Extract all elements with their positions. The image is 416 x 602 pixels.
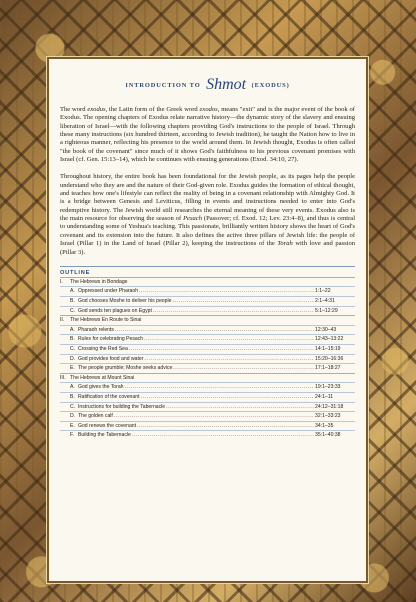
outline-item-letter: A. bbox=[70, 326, 75, 333]
title-main: Shmot bbox=[206, 76, 247, 93]
outline-item bbox=[60, 306, 355, 316]
outline-item-reference: 12:43–13:22 bbox=[315, 336, 344, 343]
outline-item-letter: B. bbox=[70, 298, 75, 305]
outline-section-title: The Hebrews in Bondage bbox=[70, 278, 128, 285]
p1-text-a: The word bbox=[60, 106, 88, 113]
outline-leader-dots bbox=[173, 364, 314, 373]
p1-text-c: , the Latin form of the Greek word bbox=[105, 106, 200, 113]
outline-leader-dots bbox=[129, 345, 314, 354]
outline-item-text: Crossing the Red Sea bbox=[78, 346, 128, 352]
intro-paragraph-1 bbox=[60, 106, 355, 164]
outline-item bbox=[60, 325, 355, 335]
outline-section bbox=[60, 373, 355, 383]
outline-section bbox=[60, 277, 355, 287]
outline-item-letter: B. bbox=[70, 393, 75, 400]
outline-leader-dots bbox=[153, 307, 314, 316]
outline-leader-dots bbox=[144, 335, 314, 344]
outline-leader-dots bbox=[172, 297, 314, 306]
p1-italic-exodus: exodus bbox=[87, 106, 106, 113]
outline-item-reference: 34:1–35 bbox=[315, 422, 334, 429]
outline-item-letter: F. bbox=[70, 432, 74, 439]
outline-item-letter: D. bbox=[70, 413, 76, 420]
outline-item-text: Oppressed under Pharaoh bbox=[78, 288, 139, 295]
outline-leader-dots bbox=[137, 422, 314, 431]
outline-item-text: The people grumble; Moshe seeks advice bbox=[78, 365, 173, 372]
outline-item bbox=[60, 296, 355, 306]
outline-item-reference: 2:1–4:31 bbox=[315, 298, 335, 305]
intro-panel bbox=[47, 57, 368, 583]
outline-item-text: God renews the covenant bbox=[78, 422, 137, 429]
outline-item-text: God chooses Moshe to deliver his people bbox=[78, 298, 172, 305]
outline-leader-dots bbox=[115, 326, 314, 335]
outline-item bbox=[60, 421, 355, 431]
outline-item-reference: 1:1–22 bbox=[315, 288, 331, 295]
outline-leader-dots bbox=[132, 431, 314, 440]
outline-item-reference: 17:1–18:27 bbox=[315, 365, 341, 372]
outline-leader-dots bbox=[144, 355, 314, 364]
outline-item-text: Rules for celebrating Pesach bbox=[78, 336, 144, 343]
p2-italic-torah: Torah bbox=[277, 240, 293, 248]
outline-item bbox=[60, 363, 355, 373]
outline-item bbox=[60, 402, 355, 412]
outline-item-text: Building the Tabernacle bbox=[78, 432, 131, 439]
outline-item-reference: 15:20–16:36 bbox=[315, 355, 344, 362]
outline-section-number: II. bbox=[60, 317, 65, 324]
outline-section bbox=[60, 315, 355, 325]
outline-list bbox=[60, 277, 355, 440]
outline-item-text: God gives the Torah bbox=[78, 384, 124, 391]
title-suffix: (EXODUS) bbox=[251, 82, 290, 89]
outline-item-letter: A. bbox=[70, 384, 75, 391]
outline-item-reference: 5:1–12:29 bbox=[315, 307, 338, 314]
title-prefix: INTRODUCTION TO bbox=[125, 82, 201, 89]
outline-item-reference: 24:12–31:18 bbox=[315, 403, 344, 410]
intro-paragraph-2 bbox=[60, 173, 355, 256]
outline-item-reference: 12:30–43 bbox=[315, 326, 337, 333]
p1-italic-exodos: exodos bbox=[199, 106, 218, 113]
outline-item-reference: 14:1–15:19 bbox=[315, 346, 341, 352]
outline-item-letter: B. bbox=[70, 336, 75, 343]
outline-item-letter: C. bbox=[70, 307, 76, 314]
outline-leader-dots bbox=[166, 403, 314, 412]
outline-item bbox=[60, 334, 355, 344]
outline-leader-dots bbox=[139, 287, 314, 296]
outline-item-text: Ratification of the covenant bbox=[78, 393, 140, 400]
outline-item-reference: 24:1–11 bbox=[315, 393, 334, 400]
outline-leader-dots bbox=[125, 383, 315, 392]
outline-item bbox=[60, 354, 355, 364]
outline-heading: OUTLINE bbox=[60, 266, 355, 276]
p2-text-a: Throughout history, the entire book has been foundational for the Jewish people, as its pages help the people understand who they are and the nature of their God-given role. Exodus guides the formation of ethical thought, and teaches how one's lifestyle can reflect the reality of being in a covenant relationship with Almighty God. It is a bridge between Genesis and Leviticus, filling in events and instructions needed to enter into God's redemptive history. The Jewish world still researches the eternal meaning of these very events. Exodus also is the main resource for observing the season of bbox=[60, 173, 355, 223]
outline-item-reference: 19:1–23:33 bbox=[315, 384, 341, 391]
outline-item bbox=[60, 392, 355, 402]
outline-item-letter: A. bbox=[70, 288, 75, 295]
outline-item-reference: 35:1–40:38 bbox=[315, 432, 341, 439]
outline-section-title: The Hebrews En Route to Sinai bbox=[70, 317, 142, 324]
outline-item-letter: D. bbox=[70, 355, 76, 362]
outline-item bbox=[60, 430, 355, 440]
outline-item-letter: C. bbox=[70, 403, 76, 410]
outline-section-number: I. bbox=[60, 278, 63, 285]
p2-text-e: with love and passion (Pillar 3). bbox=[60, 240, 355, 256]
outline-leader-dots bbox=[140, 393, 314, 402]
outline-item-text: Pharaoh relents bbox=[78, 326, 114, 333]
outline-leader-dots bbox=[114, 412, 314, 421]
outline-item-letter: C. bbox=[70, 346, 76, 352]
outline-item bbox=[60, 411, 355, 421]
outline-item-text: God provides food and water bbox=[78, 355, 144, 362]
outline-item bbox=[60, 344, 355, 354]
outline-item-text: God sends ten plagues on Egypt bbox=[78, 307, 152, 314]
outline-item-reference: 32:1–33:23 bbox=[315, 413, 341, 420]
p1-text-e: , means "exit" and is the major event of the book of Exodus. The opening chapters of Exodus relate narrative history—the dynamic story of the slavery and ensuing liberation of Israel—with the following chapters providing God's instructions to the people of Israel. Through these many instructions (six hundred thirteen, according to Jewish tradition), he taught the Nation how to live in a righteous manner, reflecting his presence to the world around them. In Jewish thought, Exodus is often called "the book of the covenant" since much of it shows God's faithfulness to his previous covenant promises with Israel (cf. Gen. 15:13–14), which he continues with ensuing generations (Exod. 34:10, 27). bbox=[60, 106, 355, 164]
outline-item bbox=[60, 286, 355, 296]
outline-item-text: The golden calf bbox=[78, 413, 113, 420]
page-title bbox=[60, 76, 355, 94]
outline-item bbox=[60, 382, 355, 392]
outline-item-letter: E. bbox=[70, 422, 75, 429]
outline-item-letter: E. bbox=[70, 365, 75, 372]
outline-section-number: III. bbox=[60, 374, 66, 381]
p2-italic-pesach: Pesach bbox=[183, 215, 202, 223]
outline-section-title: The Hebrews at Mount Sinai bbox=[70, 374, 135, 381]
outline-item-text: Instructions for building the Tabernacle bbox=[78, 403, 166, 410]
p2-text-c: (Passover; cf. Exod. 12; Lev. 23:4–8), and thus is central to understanding some of Yeshua's teaching. This passionate, brilliantly written history shows the heart of God's covenant and its extension into the future. It also defines the active three pillars of Jewish life: the people of Israel (Pillar 1) in the Land of Israel (Pillar 2), keeping the instructions of the bbox=[60, 215, 356, 248]
